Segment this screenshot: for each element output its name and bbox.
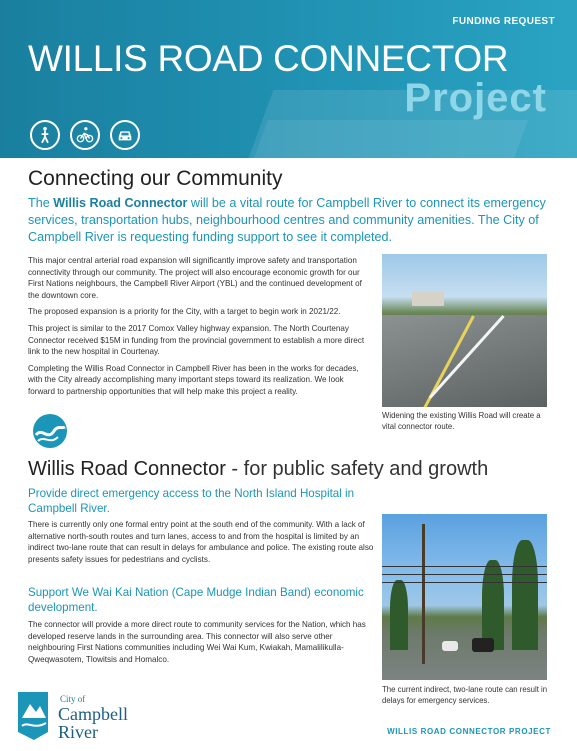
- emergency-access-body: There is currently only one formal entry point at the south end of the community. With a lack of alternative north-south routes and turn lanes, access to and from the hospital is limited by an indirect two-lane route that can result in delays for ambulance and police. The existing route also presents safety issues for pedestrians and cyclists.: [28, 520, 374, 565]
- heading-main: Willis Road Connector: [28, 458, 226, 480]
- vehicle: [442, 641, 458, 651]
- lead-prefix: The: [28, 196, 54, 210]
- we-wai-kai-body: The connector will provide a more direct route to community services for the Nation, which has developed reserve lands in the surrounding area. This connector will also serve other neighbouring First Nations communities including Wei Wai Kum, Kwiakah, Mamalilikulla-Qweqwasotem, Tlowitsis and Homalco.: [28, 620, 366, 665]
- pedestrian-icon: [30, 120, 60, 150]
- wave-logo-icon: [30, 413, 70, 449]
- subheading-we-wai-kai: Support We Wai Kai Nation (Cape Mudge Indian Band) economic development.: [28, 586, 364, 614]
- building: [412, 292, 444, 306]
- car-icon: [110, 120, 140, 150]
- power-line: [382, 574, 547, 575]
- vehicle: [472, 638, 494, 652]
- city-logo-mark-icon: [14, 688, 54, 742]
- city-logo: [14, 686, 154, 746]
- banner-decoration: [246, 120, 528, 158]
- transport-mode-icons: [30, 120, 140, 150]
- heading-rest: - for public safety and growth: [225, 458, 489, 480]
- body-paragraph: Completing the Willis Road Connector in Campbell River has been in the works for decades, with the City already accomplishing many important steps toward its realization. We look forward to partnership opportunities that will help make this project a reality.: [28, 363, 359, 396]
- page-title: WILLIS ROAD CONNECTOR: [28, 38, 509, 79]
- body-paragraph: This major central arterial road expansion will significantly improve safety and transportation connectivity through our community. The project will also encourage economic growth for our First Nations neighbours, the Campbell River Airport (YBL) and the continued development of the downtown core.: [28, 256, 362, 300]
- logo-city-of: City of: [60, 694, 86, 704]
- section-heading-community: Connecting our Community: [28, 167, 283, 190]
- lead-rest: will be a vital route for Campbell River to connect its emergency services, transportation hubs, neighbourhood centres and community amenities. The City of Campbell River is requesting funding support to see it completed.: [28, 196, 546, 244]
- funding-request-label: FUNDING REQUEST: [452, 16, 555, 27]
- photo-caption: Widening the existing Willis Road will create a vital connector route.: [382, 411, 541, 431]
- tree: [390, 580, 408, 650]
- footer-project-name: WILLIS ROAD CONNECTOR PROJECT: [387, 727, 551, 736]
- photo-caption: The current indirect, two-lane route can result in delays for emergency services.: [382, 685, 548, 705]
- section-heading-safety: [28, 458, 488, 481]
- willis-road-photo: [382, 254, 547, 407]
- two-lane-route-photo: [382, 514, 547, 680]
- power-line: [382, 582, 547, 583]
- page-subtitle: Project: [404, 76, 547, 120]
- tree: [512, 540, 538, 650]
- body-paragraph: This project is similar to the 2017 Comox Valley highway expansion. The North Courtenay Connector received $15M in funding from the provincial government to establish a more direct link to the new hospital in Courtenay.: [28, 323, 365, 357]
- header-banner: [0, 0, 577, 158]
- utility-pole: [422, 524, 425, 664]
- lead-bold: Willis Road Connector: [53, 196, 188, 210]
- subheading-emergency-access: Provide direct emergency access to the North Island Hospital in Campbell River.: [28, 487, 355, 515]
- logo-campbell: Campbell: [58, 704, 128, 724]
- body-paragraph: The proposed expansion is a priority for the City, with a target to begin work in 2021/22.: [28, 307, 341, 317]
- section1-body: [28, 255, 370, 403]
- logo-river: River: [58, 722, 98, 742]
- power-line: [382, 566, 547, 567]
- lead-paragraph: [28, 195, 553, 246]
- cyclist-icon: [70, 120, 100, 150]
